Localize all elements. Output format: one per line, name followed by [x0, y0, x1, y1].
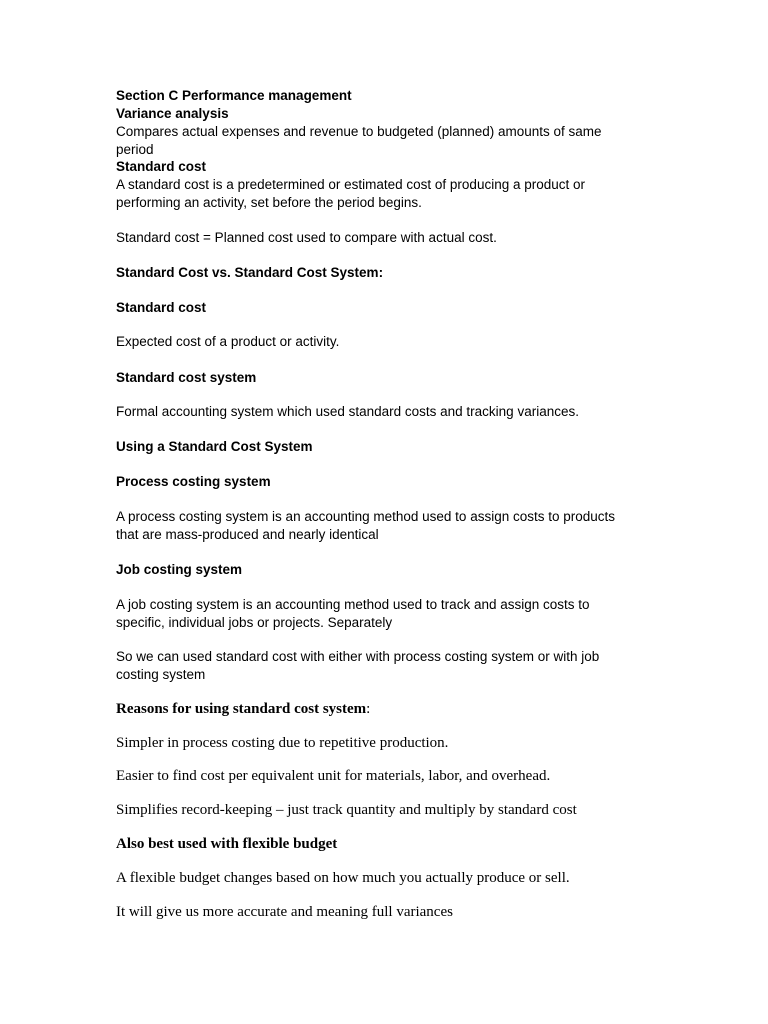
- standard-cost-heading: Standard cost: [116, 159, 207, 174]
- comparison-heading: Standard Cost vs. Standard Cost System:: [116, 265, 384, 280]
- standard-cost-text: Expected cost of a product or activity.: [116, 334, 340, 349]
- process-costing-line-1: A process costing system is an accounting method used to assign costs to products: [116, 509, 616, 524]
- summary-line-1: So we can used standard cost with either with process costing system or with job: [116, 649, 600, 664]
- standard-cost-definition-line-1: A standard cost is a predetermined or estimated cost of producing a product or: [116, 177, 586, 192]
- job-costing-line-2: specific, individual jobs or projects. Separately: [116, 615, 393, 630]
- reason-3: Simplifies record-keeping – just track quantity and multiply by standard cost: [116, 802, 577, 818]
- standard-cost-definition-line-2: performing an activity, set before the period begins.: [116, 195, 422, 210]
- reasons-heading-colon: :: [366, 701, 371, 717]
- flexible-budget-text: A flexible budget changes based on how much you actually produce or sell.: [116, 870, 570, 886]
- reason-2: Easier to find cost per equivalent unit for materials, labor, and overhead.: [116, 768, 551, 784]
- summary-line-2: costing system: [116, 667, 206, 682]
- standard-cost-system-subheading: Standard cost system: [116, 370, 257, 385]
- variance-heading: Variance analysis: [116, 106, 229, 121]
- standard-cost-equation: Standard cost = Planned cost used to compare with actual cost.: [116, 230, 497, 245]
- section-title: Section C Performance management: [116, 88, 352, 103]
- flexible-budget-heading: Also best used with flexible budget: [116, 836, 338, 852]
- job-costing-line-1: A job costing system is an accounting method used to track and assign costs to: [116, 597, 590, 612]
- closing-text: It will give us more accurate and meaning full variances: [116, 904, 453, 920]
- reasons-heading: [116, 700, 370, 718]
- reason-1: Simpler in process costing due to repetitive production.: [116, 735, 449, 751]
- standard-cost-subheading: Standard cost: [116, 300, 207, 315]
- standard-cost-system-text: Formal accounting system which used standard costs and tracking variances.: [116, 404, 579, 419]
- variance-line-2: period: [116, 142, 154, 157]
- process-costing-heading: Process costing system: [116, 474, 271, 489]
- process-costing-line-2: that are mass-produced and nearly identical: [116, 527, 379, 542]
- variance-line-1: Compares actual expenses and revenue to budgeted (planned) amounts of same: [116, 124, 602, 139]
- reasons-heading-text: Reasons for using standard cost system: [116, 701, 367, 717]
- using-heading: Using a Standard Cost System: [116, 439, 313, 454]
- job-costing-heading: Job costing system: [116, 562, 243, 577]
